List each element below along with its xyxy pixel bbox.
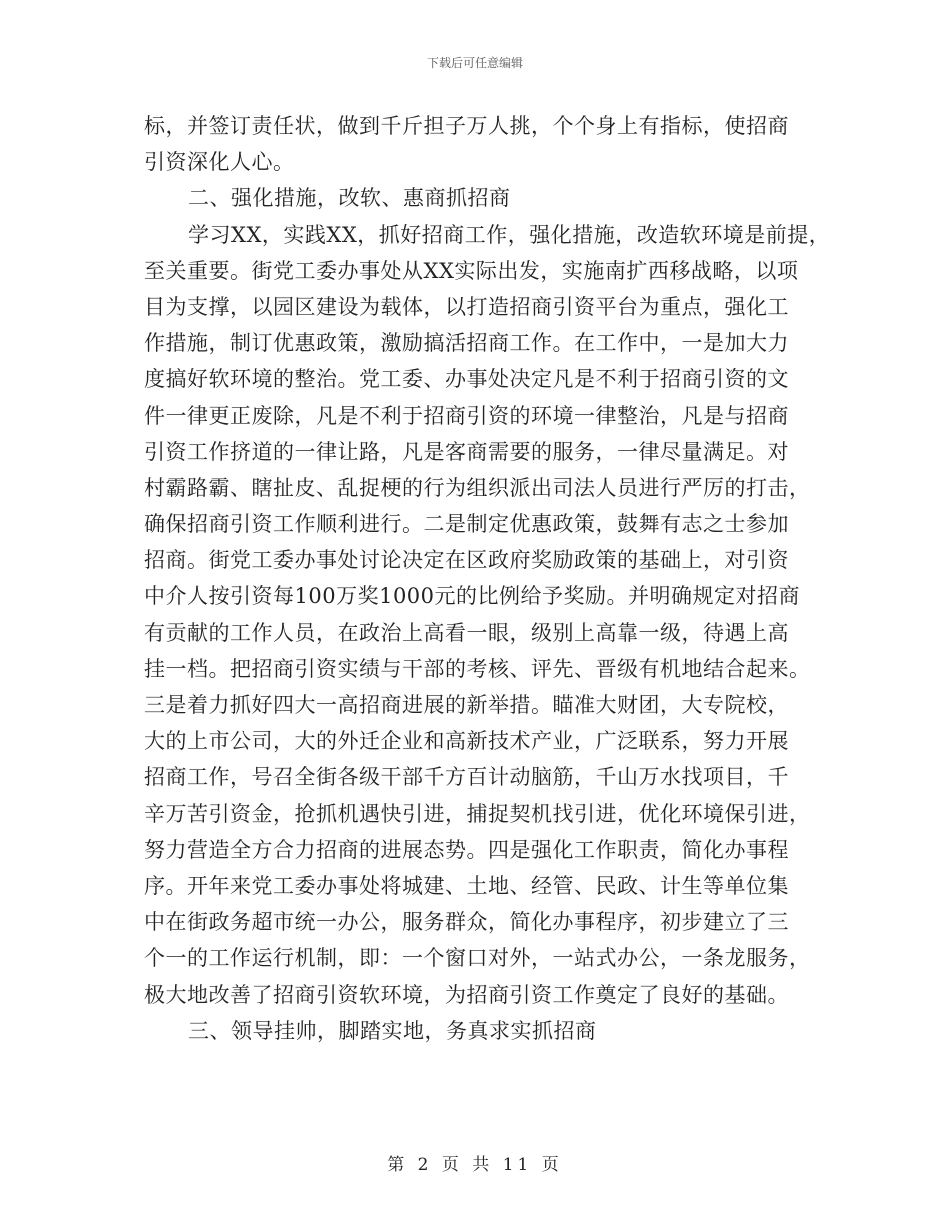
page-header-note: 下载后可任意编辑 bbox=[426, 56, 523, 70]
body-line: 引资深化人心。 bbox=[144, 150, 295, 175]
body-line: 确保招商引资工作顺利进行。二是制定优惠政策，鼓舞有志之士参加 bbox=[144, 512, 789, 537]
body-line: 引资工作挤道的一律让路，凡是客商需要的服务，一律尽量满足。对 bbox=[144, 439, 789, 464]
body-line: 目为支撑，以园区建设为载体，以打造招商引资平台为重点，强化工 bbox=[144, 294, 789, 319]
body-line: 辛万苦引资金，抢抓机遇快引进，捕捉契机找引进，优化环境保引进， bbox=[144, 801, 811, 826]
body-line: 大的上市公司，大的外迁企业和高新技术产业，广泛联系，努力开展 bbox=[144, 729, 789, 754]
body-line: 个一的工作运行机制，即：一个窗口对外，一站式办公，一条龙服务， bbox=[144, 946, 811, 971]
body-line: 招商。街党工委办事处讨论决定在区政府奖励政策的基础上，对引资 bbox=[144, 548, 789, 573]
body-line: 努力营造全方合力招商的进展态势。四是强化工作职责，简化办事程 bbox=[144, 837, 789, 862]
body-line: 作措施，制订优惠政策，激励搞活招商工作。在工作中，一是加大力 bbox=[144, 331, 789, 356]
body-line: 度搞好软环境的整治。党工委、办事处决定凡是不利于招商引资的文 bbox=[144, 367, 789, 392]
body-line: 极大地改善了招商引资软环境，为招商引资工作奠定了良好的基础。 bbox=[144, 982, 789, 1007]
body-line: 招商工作，号召全街各级干部千方百计动脑筋，千山万水找项目，千 bbox=[144, 765, 789, 790]
body-line: 序。开年来党工委办事处将城建、土地、经管、民政、计生等单位集 bbox=[144, 873, 789, 898]
body-line: 有贡献的工作人员，在政治上高看一眼，级别上高靠一级，待遇上高 bbox=[144, 620, 789, 645]
page-number-footer: 第 2 页 共 11 页 bbox=[387, 1155, 563, 1175]
body-line: 中介人按引资每100万奖1000元的比例给予奖励。并明确规定对招商 bbox=[144, 584, 801, 609]
body-line: 件一律更正废除，凡是不利于招商引资的环境一律整治，凡是与招商 bbox=[144, 403, 789, 428]
body-line: 挂一档。把招商引资实绩与干部的考核、评先、晋级有机地结合起来。 bbox=[144, 656, 811, 681]
body-line: 村霸路霸、瞎扯皮、乱捉梗的行为组织派出司法人员进行严厉的打击， bbox=[144, 475, 811, 500]
section-heading: 二、强化措施，改软、惠商抓招商 bbox=[188, 186, 511, 211]
section-heading: 三、领导挂帅，脚踏实地，务真求实抓招商 bbox=[188, 1018, 597, 1043]
body-line: 三是着力抓好四大一高招商进展的新举措。瞄准大财团，大专院校， bbox=[144, 693, 789, 717]
body-line: 中在街政务超市统一办公，服务群众，简化办事程序，初步建立了三 bbox=[144, 910, 789, 935]
paragraph-first-line: 学习XX，实践XX，抓好招商工作，强化措施，改造软环境是前提， bbox=[188, 222, 831, 247]
document-body bbox=[144, 108, 831, 1049]
body-line: 标，并签订责任状，做到千斤担子万人挑，个个身上有指标，使招商 bbox=[144, 114, 789, 138]
body-line: 至关重要。街党工委办事处从XX实际出发，实施南扩西移战略，以项 bbox=[144, 258, 799, 283]
